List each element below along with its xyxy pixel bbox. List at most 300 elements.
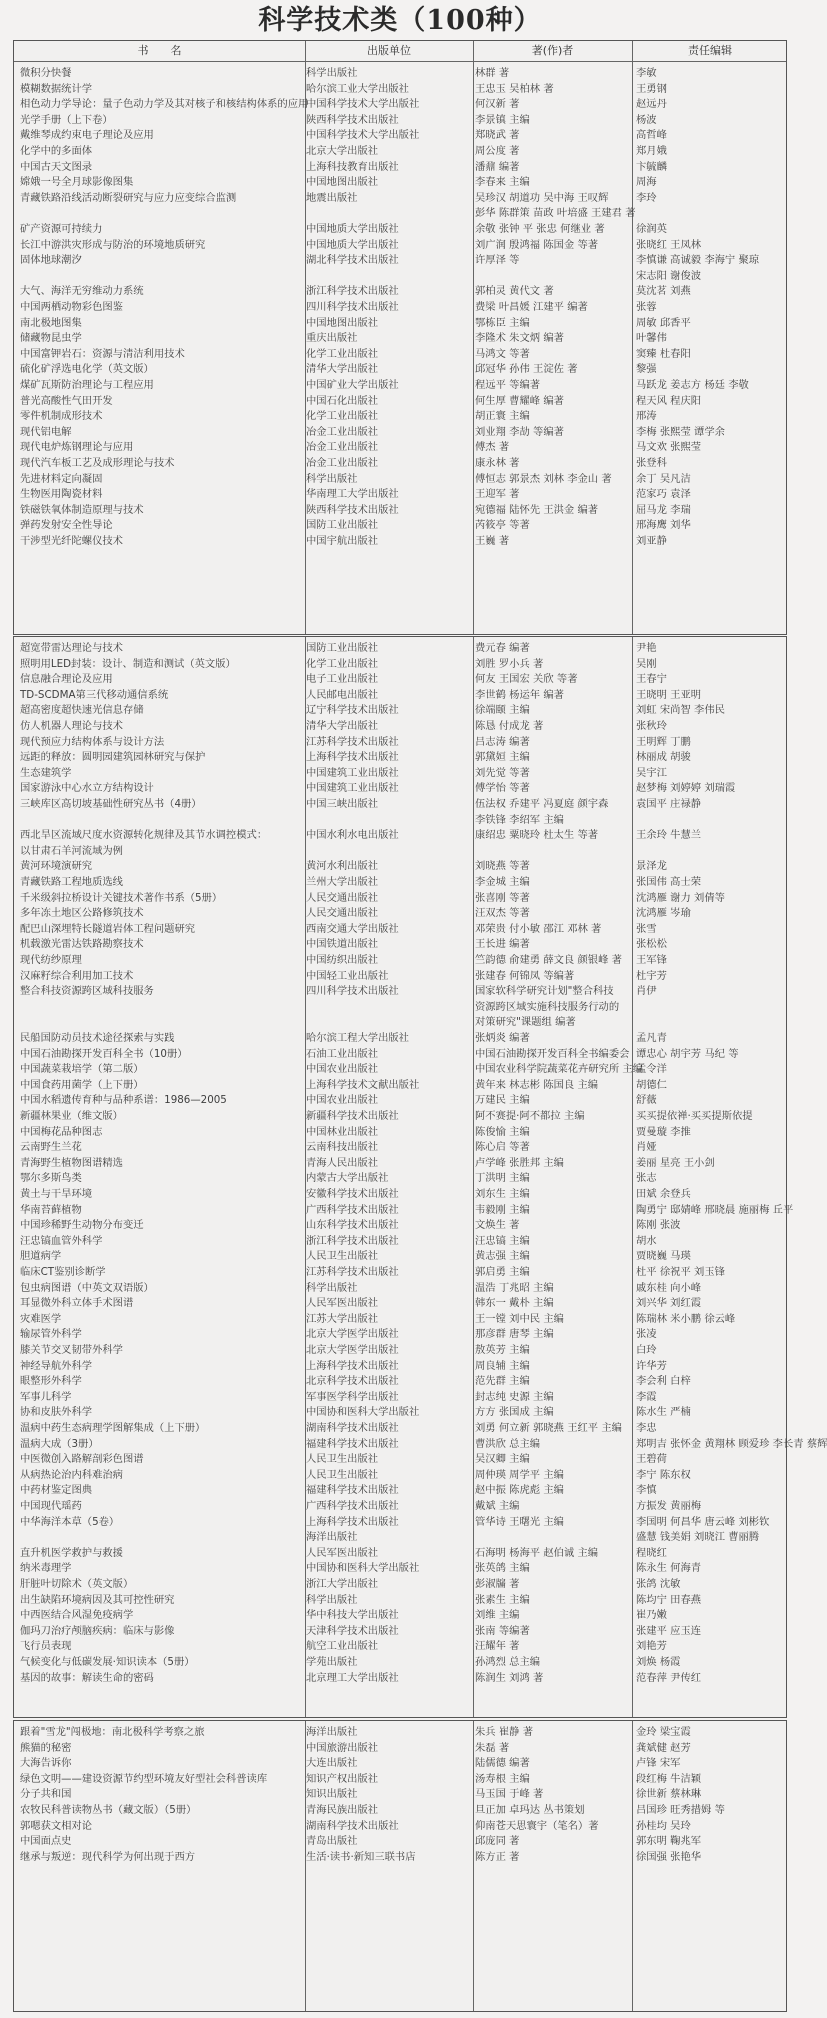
cell-author: 国家软科学研究计划"整合科技 bbox=[475, 985, 614, 998]
table-row bbox=[14, 1499, 786, 1515]
cell-publisher: 中国协和医科大学出版社 bbox=[306, 1562, 420, 1575]
cell-publisher: 海洋出版社 bbox=[306, 1726, 358, 1738]
cell-author: 吴汉卿 主编 bbox=[475, 1453, 530, 1466]
cell-author: 陆儒德 编著 bbox=[475, 1757, 530, 1770]
table-row bbox=[14, 828, 786, 844]
cell-publisher: 西南交通大学出版社 bbox=[306, 922, 399, 935]
table-row bbox=[14, 1312, 786, 1328]
cell-title: 嫦娥一号全月球影像图集 bbox=[20, 176, 134, 189]
cell-author: 许厚泽 等 bbox=[475, 254, 520, 267]
table-row bbox=[14, 703, 786, 719]
cell-editor: 吴刚 bbox=[636, 657, 657, 670]
column-header-title: 书 名 bbox=[137, 44, 182, 57]
cell-editor: 买买提依禅·买买提斯依提 bbox=[636, 1110, 753, 1122]
cell-title: 云南野生兰花 bbox=[20, 1141, 82, 1154]
cell-editor: 龚斌健 赵芳 bbox=[636, 1741, 691, 1754]
cell-title: 中国珍稀野生动物分布变迁 bbox=[20, 1219, 144, 1232]
cell-author: 林群 著 bbox=[475, 67, 510, 79]
cell-title: 超高密度超快速光信息存储 bbox=[20, 704, 144, 717]
cell-author: 马鸿文 等著 bbox=[475, 347, 530, 360]
cell-title: 照明用LED封装：设计、制造和测试（英文版） bbox=[20, 657, 236, 670]
cell-author: 刘东生 主编 bbox=[475, 1188, 530, 1200]
cell-editor: 徐世新 蔡林琳 bbox=[636, 1788, 702, 1801]
cell-author: 余敬 张钟 平 张忠 何继业 著 bbox=[475, 223, 605, 235]
cell-title: 肝脏叶切除术（英文版） bbox=[20, 1578, 134, 1590]
table-header bbox=[14, 41, 786, 62]
cell-publisher: 华中科技大学出版社 bbox=[306, 1609, 399, 1622]
table-row bbox=[14, 1787, 786, 1803]
cell-title: 现代纺纱原理 bbox=[20, 954, 82, 966]
table-row bbox=[14, 1327, 786, 1343]
cell-editor: 吴宇江 bbox=[636, 766, 667, 779]
cell-editor: 张蓉 bbox=[636, 301, 657, 313]
cell-author: 中国农业科学院蔬菜花卉研究所 主编 bbox=[475, 1063, 644, 1076]
cell-author: 范先群 主编 bbox=[475, 1375, 530, 1388]
cell-publisher: 科学出版社 bbox=[306, 67, 358, 79]
cell-publisher: 上海科学技术文献出版社 bbox=[306, 1078, 420, 1091]
cell-editor: 肖伊 bbox=[636, 985, 657, 998]
cell-author: 曹洪欣 总主编 bbox=[475, 1437, 541, 1450]
table-row bbox=[14, 362, 786, 378]
cell-publisher: 中国农业出版社 bbox=[306, 1094, 379, 1107]
cell-editor: 段红梅 牛洁颖 bbox=[636, 1772, 702, 1785]
cell-title: 机载激光雷达铁路勘察技术 bbox=[20, 938, 144, 951]
cell-author: 何生厚 曹耀峰 编著 bbox=[475, 394, 564, 407]
cell-title: 伽玛刀治疗颅脑疾病：临床与影像 bbox=[20, 1624, 175, 1637]
table-row bbox=[14, 284, 786, 300]
cell-author: 郭黛姮 主编 bbox=[475, 751, 530, 764]
table-row bbox=[14, 891, 786, 907]
cell-editor: 高哲峰 bbox=[636, 129, 667, 142]
cell-title: 生物医用陶瓷材料 bbox=[20, 488, 103, 501]
table-row bbox=[14, 1530, 786, 1546]
cell-author: 胡正寰 主编 bbox=[475, 410, 530, 423]
cell-editor: 李敏 bbox=[636, 67, 657, 79]
cell-title: 膝关节交叉韧带外科学 bbox=[20, 1344, 123, 1356]
cell-publisher: 江苏科学技术出版社 bbox=[306, 735, 399, 748]
table-row bbox=[14, 1756, 786, 1772]
cell-author: 邓荣贵 付小敏 邵江 邓林 著 bbox=[475, 922, 602, 935]
cell-title: 青藏铁路沿线活动断裂研究与应力应变综合监测 bbox=[20, 191, 237, 204]
cell-editor: 王碧荷 bbox=[636, 1453, 667, 1466]
cell-author: 丁洪明 主编 bbox=[475, 1172, 530, 1185]
cell-editor: 张鸽 沈敏 bbox=[636, 1578, 681, 1590]
cell-publisher: 广西科学技术出版社 bbox=[306, 1203, 399, 1216]
cell-title: 胆道病学 bbox=[20, 1250, 62, 1263]
cell-title: 青海野生植物图谱精选 bbox=[20, 1156, 123, 1169]
cell-title: 干涉型光纤陀螺仪技术 bbox=[20, 535, 123, 547]
table-row bbox=[14, 97, 786, 113]
cell-author: 程远平 等编著 bbox=[475, 379, 541, 391]
cell-title: 神经导航外科学 bbox=[20, 1359, 93, 1372]
cell-editor: 张松松 bbox=[636, 938, 667, 951]
cell-editor: 张雪 bbox=[636, 922, 657, 935]
cell-publisher: 中国协和医科大学出版社 bbox=[306, 1406, 420, 1419]
table-row bbox=[14, 937, 786, 953]
cell-author: 汪双杰 等著 bbox=[475, 907, 530, 920]
cell-editor: 沈鸿雁 谢力 刘倩等 bbox=[636, 891, 725, 904]
cell-publisher: 中国旅游出版社 bbox=[306, 1741, 379, 1754]
cell-title: 国家游泳中心水立方结构设计 bbox=[20, 782, 154, 795]
cell-editor: 邢海鹰 刘华 bbox=[636, 519, 691, 532]
book-table-section-3 bbox=[13, 1720, 787, 2012]
cell-title: 中国古天文图录 bbox=[20, 160, 93, 173]
table-row bbox=[14, 1819, 786, 1835]
cell-publisher: 化学工业出版社 bbox=[306, 657, 379, 670]
cell-author: 王忠玉 吴柏林 著 bbox=[475, 82, 554, 95]
table-row bbox=[14, 1725, 786, 1741]
cell-author: 陈润生 刘鸿 著 bbox=[475, 1671, 544, 1684]
table-row bbox=[14, 1374, 786, 1390]
cell-publisher: 湖北科学技术出版社 bbox=[306, 254, 399, 267]
cell-editor: 舒薇 bbox=[636, 1094, 657, 1107]
cell-title: 化学中的多面体 bbox=[20, 145, 93, 157]
cell-author: 黄志强 主编 bbox=[475, 1250, 530, 1263]
cell-editor: 王军锋 bbox=[636, 954, 667, 966]
cell-editor: 许华芳 bbox=[636, 1359, 667, 1372]
cell-editor: 王明辉 丁鹏 bbox=[636, 735, 691, 748]
cell-author: 汪忠镐 主编 bbox=[475, 1234, 530, 1247]
cell-author: 刘广润 殷鸿福 陈国金 等著 bbox=[475, 238, 599, 251]
table-row bbox=[14, 160, 786, 176]
cell-editor: 李慎 bbox=[636, 1484, 657, 1497]
cell-editor: 孟令洋 bbox=[636, 1063, 667, 1076]
cell-publisher: 中国建筑工业出版社 bbox=[306, 782, 399, 795]
cell-editor: 吕国珍 旺秀措姆 等 bbox=[636, 1804, 725, 1816]
cell-author: 李景镇 主编 bbox=[475, 113, 530, 126]
table-row bbox=[14, 1608, 786, 1624]
cell-editor: 张国伟 高士荣 bbox=[636, 876, 702, 888]
cell-publisher: 中国地图出版社 bbox=[306, 176, 379, 189]
cell-editor: 王晓明 王亚明 bbox=[636, 688, 702, 701]
table-row bbox=[14, 269, 786, 285]
table-row bbox=[14, 953, 786, 969]
cell-publisher: 天津科学技术出版社 bbox=[306, 1624, 399, 1637]
table-row bbox=[14, 1561, 786, 1577]
cell-editor: 李国明 何昌华 唐云峰 刘彬钦 bbox=[636, 1515, 770, 1528]
cell-publisher: 福建科学技术出版社 bbox=[306, 1484, 399, 1497]
table-row bbox=[14, 1421, 786, 1437]
cell-editor: 黎强 bbox=[636, 363, 657, 376]
cell-title: 以甘肃石羊河流域为例 bbox=[20, 844, 123, 857]
cell-author: 张英鸽 主编 bbox=[475, 1562, 530, 1575]
table-row bbox=[14, 347, 786, 363]
table-row bbox=[14, 503, 786, 519]
table-row bbox=[14, 657, 786, 673]
table-row bbox=[14, 1187, 786, 1203]
cell-editor: 莫沈茗 刘燕 bbox=[636, 285, 691, 298]
cell-author: 李世鹤 杨运年 编著 bbox=[475, 688, 564, 701]
cell-editor: 肖娅 bbox=[636, 1141, 657, 1154]
cell-publisher: 湖南科学技术出版社 bbox=[306, 1422, 399, 1434]
cell-title: 大气、海洋无穷维动力系统 bbox=[20, 285, 144, 298]
cell-author: 阿不赛提·阿不都拉 主编 bbox=[475, 1110, 585, 1122]
cell-author: 中国石油勘探开发百科全书编委会 bbox=[475, 1047, 630, 1060]
cell-editor: 景泽龙 bbox=[636, 860, 667, 873]
table-row bbox=[14, 1390, 786, 1406]
cell-author: 陈俊愉 主编 bbox=[475, 1125, 530, 1138]
cell-title: 鄂尔多斯鸟类 bbox=[20, 1172, 82, 1185]
table-row bbox=[14, 641, 786, 657]
cell-editor: 张登科 bbox=[636, 457, 667, 469]
table-row bbox=[14, 378, 786, 394]
cell-author: 卢学峰 张胜邦 主编 bbox=[475, 1156, 564, 1169]
table-row bbox=[14, 735, 786, 751]
cell-editor: 郑月娥 bbox=[636, 145, 667, 157]
cell-title: 耳显微外科立体手术图谱 bbox=[20, 1297, 134, 1310]
cell-author: 周公度 著 bbox=[475, 145, 520, 157]
cell-title: 临床CT鉴别诊断学 bbox=[20, 1266, 106, 1278]
cell-editor: 陶勇宁 邸婧峰 邢晓晨 施丽梅 丘平 bbox=[636, 1203, 794, 1216]
cell-publisher: 中国科学技术大学出版社 bbox=[306, 129, 420, 142]
cell-publisher: 人民军医出版社 bbox=[306, 1297, 379, 1310]
cell-publisher: 人民卫生出版社 bbox=[306, 1453, 379, 1466]
table-row bbox=[14, 1624, 786, 1640]
cell-title: 包虫病图谱（中英文双语版） bbox=[20, 1281, 154, 1294]
cell-author: 吕志涛 编著 bbox=[475, 735, 530, 748]
cell-publisher: 中国三峡出版社 bbox=[306, 798, 379, 810]
cell-title: 中国两栖动物彩色图鉴 bbox=[20, 301, 123, 313]
table-row bbox=[14, 472, 786, 488]
cell-publisher: 北京大学医学出版社 bbox=[306, 1328, 399, 1341]
table-row bbox=[14, 518, 786, 534]
cell-editor: 刘兴华 刘红霞 bbox=[636, 1297, 702, 1310]
table-row bbox=[14, 409, 786, 425]
cell-author: 康绍忠 粟晓玲 杜太生 等著 bbox=[475, 829, 599, 842]
cell-title: 温病大成（3册） bbox=[20, 1437, 99, 1450]
table-row bbox=[14, 969, 786, 985]
book-table-section-2 bbox=[13, 636, 827, 1718]
cell-author: 刘维 主编 bbox=[475, 1609, 520, 1622]
cell-title: 温病中药生态病理学图解集成（上下册） bbox=[20, 1422, 206, 1434]
cell-editor: 林丽成 胡骏 bbox=[636, 751, 691, 764]
cell-editor: 张建平 应玉连 bbox=[636, 1624, 702, 1637]
cell-author: 郭柏灵 黄代文 著 bbox=[475, 285, 554, 298]
cell-editor: 卞毓麟 bbox=[636, 160, 667, 173]
cell-publisher: 化学工业出版社 bbox=[306, 410, 379, 423]
table-row bbox=[14, 1000, 786, 1016]
cell-publisher: 海洋出版社 bbox=[306, 1531, 358, 1544]
cell-publisher: 四川科学技术出版社 bbox=[306, 985, 399, 998]
table-row bbox=[14, 1265, 786, 1281]
cell-editor: 程晓红 bbox=[636, 1546, 667, 1559]
cell-title: 军事儿科学 bbox=[20, 1390, 72, 1403]
cell-author: 张喜刚 等著 bbox=[475, 891, 530, 904]
cell-title: 中医微创入路解剖彩色图谱 bbox=[20, 1453, 144, 1466]
cell-editor: 陈瑞林 米小鹏 徐云峰 bbox=[636, 1312, 736, 1325]
cell-publisher: 陕西科学技术出版社 bbox=[306, 113, 399, 126]
cell-author: 仰南苍天思寰宇（笔名）著 bbox=[475, 1819, 599, 1832]
cell-publisher: 人民交通出版社 bbox=[306, 891, 379, 904]
cell-publisher: 上海科学技术出版社 bbox=[306, 1359, 399, 1372]
cell-author: 温浩 丁兆昭 主编 bbox=[475, 1281, 554, 1294]
cell-title: 纳米毒理学 bbox=[20, 1562, 72, 1575]
table-row bbox=[14, 1234, 786, 1250]
cell-title: 青藏铁路工程地质选线 bbox=[20, 876, 123, 888]
cell-title: 矿产资源可持续力 bbox=[20, 223, 103, 235]
cell-author: 周良辅 主编 bbox=[475, 1359, 530, 1372]
cell-author: 王巍 著 bbox=[475, 535, 510, 547]
cell-title: TD-SCDMA第三代移动通信系统 bbox=[20, 688, 169, 701]
cell-author: 徐端颐 主编 bbox=[475, 704, 530, 717]
cell-title: 普光高酸性气田开发 bbox=[20, 394, 113, 407]
cell-publisher: 兰州大学出版社 bbox=[306, 876, 379, 888]
cell-author: 王一镗 刘中民 主编 bbox=[475, 1312, 564, 1325]
cell-author: 彭淑牖 著 bbox=[475, 1578, 520, 1590]
table-row bbox=[14, 984, 786, 1000]
cell-editor: 张晓红 王凤林 bbox=[636, 238, 702, 251]
cell-author: 张建春 何锦凤 等编著 bbox=[475, 969, 575, 982]
cell-editor: 戚东桂 向小峰 bbox=[636, 1281, 702, 1294]
cell-editor: 张秋玲 bbox=[636, 720, 667, 732]
cell-editor: 袁国平 庄禄静 bbox=[636, 798, 702, 810]
cell-publisher: 华南理工大学出版社 bbox=[306, 488, 399, 501]
cell-title: 输尿管外科学 bbox=[20, 1328, 82, 1341]
cell-editor: 马文欢 张熙莹 bbox=[636, 441, 702, 454]
cell-publisher: 中国石化出版社 bbox=[306, 394, 379, 407]
cell-title: 农牧民科普读物丛书（藏文版）（5册） bbox=[20, 1804, 197, 1816]
cell-editor: 周敏 邱香平 bbox=[636, 316, 691, 329]
cell-title: 中国梅花品种图志 bbox=[20, 1125, 103, 1138]
cell-publisher: 湖南科学技术出版社 bbox=[306, 1819, 399, 1832]
cell-publisher: 云南科技出版社 bbox=[306, 1141, 379, 1154]
table-row bbox=[14, 1515, 786, 1531]
cell-title: 弹药发射安全性导论 bbox=[20, 519, 113, 532]
cell-editor: 陈水生 严楠 bbox=[636, 1406, 691, 1419]
cell-title: 生态建筑学 bbox=[20, 766, 72, 779]
cell-title: 硫化矿浮选电化学（英文版） bbox=[20, 363, 154, 376]
table-row bbox=[14, 1047, 786, 1063]
table-row bbox=[14, 1772, 786, 1788]
cell-author: 汤寿根 主编 bbox=[475, 1772, 530, 1785]
table-row bbox=[14, 688, 786, 704]
table-row bbox=[14, 813, 786, 829]
table-row bbox=[14, 300, 786, 316]
table-row bbox=[14, 1437, 827, 1453]
cell-publisher: 国防工业出版社 bbox=[306, 519, 379, 532]
cell-publisher: 人民邮电出版社 bbox=[306, 688, 379, 701]
table-row bbox=[14, 1593, 786, 1609]
cell-author: 宛德福 陆怀先 王洪金 编著 bbox=[475, 503, 599, 516]
cell-editor: 卢锋 宋军 bbox=[636, 1757, 681, 1770]
cell-editor: 赵远丹 bbox=[636, 98, 667, 111]
table-row bbox=[14, 113, 786, 129]
cell-publisher: 冶金工业出版社 bbox=[306, 425, 379, 438]
cell-publisher: 学苑出版社 bbox=[306, 1656, 358, 1668]
cell-author: 鄂栋臣 主编 bbox=[475, 316, 530, 329]
cell-publisher: 军事医学科学出版社 bbox=[306, 1390, 399, 1403]
cell-publisher: 中国矿业大学出版社 bbox=[306, 379, 399, 391]
cell-publisher: 生活·读书·新知三联书店 bbox=[306, 1850, 416, 1863]
cell-editor: 徐国强 张艳华 bbox=[636, 1850, 702, 1863]
cell-author: 敖英芳 主编 bbox=[475, 1344, 530, 1356]
cell-editor: 沈鸿雁 岑瑜 bbox=[636, 907, 691, 920]
cell-publisher: 内蒙古大学出版社 bbox=[306, 1172, 389, 1185]
cell-publisher: 国防工业出版社 bbox=[306, 642, 379, 654]
cell-editor: 叶馨伟 bbox=[636, 332, 667, 345]
cell-title: 飞行员表现 bbox=[20, 1640, 72, 1653]
cell-author: 汪耀年 著 bbox=[475, 1640, 520, 1653]
cell-title: 整合科技资源跨区域科技服务 bbox=[20, 985, 154, 998]
column-header-publisher: 出版单位 bbox=[367, 44, 411, 57]
cell-author: 邱冠华 孙伟 王淀佐 著 bbox=[475, 363, 578, 376]
table-row bbox=[14, 1483, 786, 1499]
cell-editor: 王余玲 牛慧兰 bbox=[636, 829, 702, 842]
cell-publisher: 重庆出版社 bbox=[306, 332, 358, 345]
cell-title: 中国现代瑶药 bbox=[20, 1500, 82, 1512]
cell-editor: 李梅 张熙莹 谭学余 bbox=[636, 425, 725, 438]
cell-author: 旦正加 卓玛达 丛书策划 bbox=[475, 1804, 585, 1816]
cell-title: 中国蔬菜栽培学（第二版） bbox=[20, 1063, 144, 1076]
cell-editor: 胡水 bbox=[636, 1234, 657, 1247]
cell-publisher: 石油工业出版社 bbox=[306, 1047, 379, 1060]
cell-publisher: 青海民族出版社 bbox=[306, 1804, 379, 1816]
cell-title: 煤矿瓦斯防治理论与工程应用 bbox=[20, 379, 154, 391]
cell-author: 周仲瑛 周学平 主编 bbox=[475, 1468, 564, 1481]
cell-title: 中国食药用菌学（上下册） bbox=[20, 1078, 144, 1091]
table-row bbox=[14, 1803, 786, 1819]
cell-author: 孙鸿烈 总主编 bbox=[475, 1656, 541, 1668]
table-row bbox=[14, 144, 786, 160]
cell-author: 朱兵 崔静 著 bbox=[475, 1726, 534, 1738]
table-row bbox=[14, 922, 786, 938]
cell-publisher: 人民交通出版社 bbox=[306, 907, 379, 920]
table-row bbox=[14, 859, 786, 875]
cell-title: 现代铝电解 bbox=[20, 425, 72, 438]
table-row bbox=[14, 844, 786, 860]
table-row bbox=[14, 238, 786, 254]
cell-publisher: 科学出版社 bbox=[306, 1281, 358, 1294]
cell-publisher: 北京理工大学出版社 bbox=[306, 1671, 399, 1684]
table-row bbox=[14, 1062, 786, 1078]
cell-publisher: 化学工业出版社 bbox=[306, 347, 379, 360]
cell-title: 中国富钾岩石：资源与清洁利用技术 bbox=[20, 347, 185, 360]
cell-editor: 陈均宁 田春燕 bbox=[636, 1593, 702, 1606]
cell-author: 李铁锋 李绍军 主编 bbox=[475, 813, 564, 826]
cell-publisher: 中国林业出版社 bbox=[306, 1125, 379, 1138]
table-row bbox=[14, 1655, 786, 1671]
table-row bbox=[14, 1639, 786, 1655]
cell-editor: 屈马龙 李瑞 bbox=[636, 503, 691, 516]
table-row bbox=[14, 1405, 786, 1421]
cell-author: 竺韵德 俞建勇 薛文良 颜银峰 著 bbox=[475, 954, 622, 966]
cell-author: 万建民 主编 bbox=[475, 1094, 530, 1107]
table-row bbox=[14, 781, 786, 797]
table-row bbox=[14, 206, 786, 222]
cell-author: 王迎军 著 bbox=[475, 488, 520, 501]
table-row bbox=[14, 1452, 786, 1468]
cell-publisher: 青海人民出版社 bbox=[306, 1156, 379, 1169]
cell-title: 协和皮肤外科学 bbox=[20, 1406, 93, 1419]
cell-author: 何友 王国宏 关欣 等著 bbox=[475, 673, 578, 686]
table-row bbox=[14, 1343, 786, 1359]
cell-title: 跟着"雪龙"闯极地：南北极科学考察之旅 bbox=[20, 1726, 205, 1738]
cell-publisher: 北京大学医学出版社 bbox=[306, 1344, 399, 1356]
cell-publisher: 知识产权出版社 bbox=[306, 1772, 379, 1785]
column-header-author: 著(作)者 bbox=[531, 44, 574, 57]
cell-publisher: 人民军医出版社 bbox=[306, 1546, 379, 1559]
cell-publisher: 黄河水利出版社 bbox=[306, 860, 379, 873]
cell-editor: 崔乃嫩 bbox=[636, 1609, 667, 1622]
cell-author: 张素生 主编 bbox=[475, 1593, 530, 1606]
cell-publisher: 中国科学技术大学出版社 bbox=[306, 98, 420, 111]
table-row bbox=[14, 1171, 786, 1187]
cell-author: 李隆术 朱文炳 编著 bbox=[475, 332, 564, 345]
cell-title: 戴维琴成约束电子理论及应用 bbox=[20, 129, 154, 142]
cell-publisher: 中国纺织出版社 bbox=[306, 954, 379, 966]
cell-publisher: 中国地图出版社 bbox=[306, 316, 379, 329]
cell-title: 零件机制成形技术 bbox=[20, 410, 103, 423]
